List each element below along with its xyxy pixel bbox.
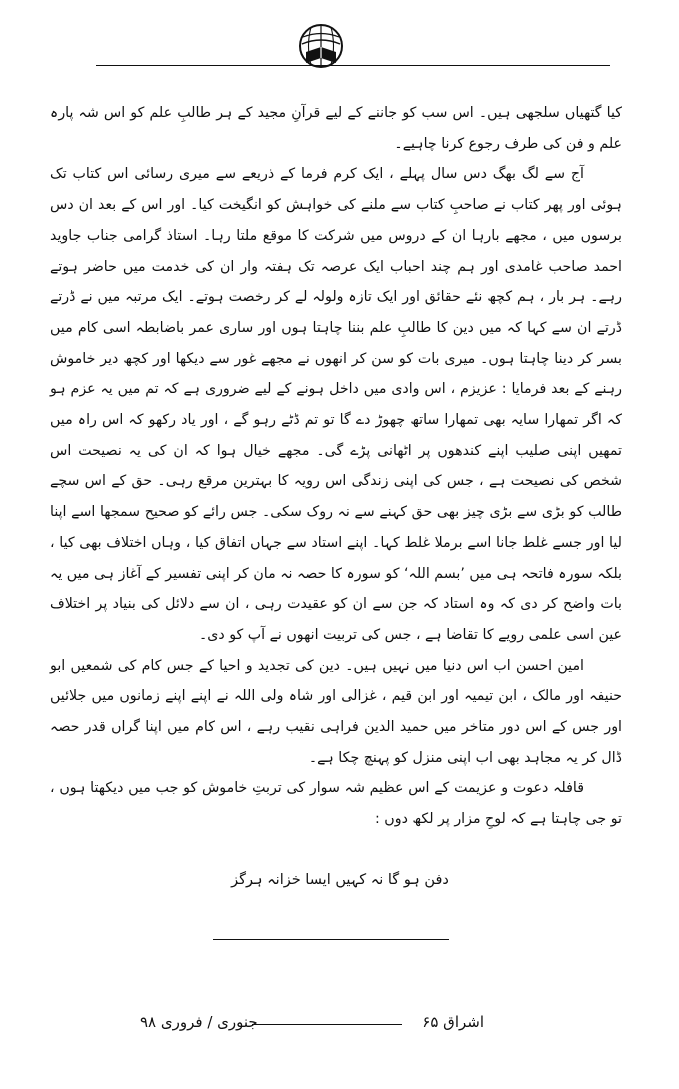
footer-rule (252, 1024, 402, 1025)
paragraph-4: قافلہ دعوت و عزیمت کے اس عظیم شہ سوار کی تربتِ خاموش کو جب میں دیکھتا ہوں ، تو جی چاہتا ہے کہ لوحِ مزار پر لکھ دوں : (50, 780, 622, 828)
paragraph-1: کیا گتھیاں سلجھی ہیں۔ اس سب کو جاننے کے لیے قرآنِ مجید کے ہر طالبِ علم کو اس شہ پارہ علم و فن کی طرف رجوع کرنا چاہیے۔ (50, 105, 622, 152)
page-footer (140, 1013, 484, 1041)
quran-globe-emblem-icon (297, 22, 345, 70)
paragraph-3: امین احسن اب اس دنیا میں نہیں ہیں۔ دین کی تجدید و احیا کے جس کام کی شمعیں ابو حنیفہ اور مالک ، ابن تیمیہ اور ابن قیم ، غزالی اور شاہ ولی اللہ نے اپنے اپنے زمانوں میں جلائیں اور جس کے اس دور متاخر میں حمید الدین فراہی نقیب رہے ، اس کام میں اپنا گراں قدر حصہ ڈال کر یہ مجاہد بھی اب اپنی منزل کو پہنچ چکا ہے۔ (50, 657, 622, 766)
couplet-verse: دفن ہو گا نہ کہیں ایسا خزانہ ہرگز (231, 872, 449, 888)
footer-issue-date: جنوری / فروری ۹۸ (140, 1013, 258, 1031)
header-rule (96, 65, 610, 66)
paragraph-2: آج سے لگ بھگ دس سال پہلے ، ایک کرم فرما کے ذریعے سے میری رسائی اس کتاب تک ہوئی اور پھر کتاب نے صاحبِ کتاب سے ملنے کی خواہش کو انگیخت کیا۔ اور اس کے بعد ان دس برسوں میں ، مجھے بارہا ان کے دروس میں شرکت کا موقع ملتا رہا۔ استاذ گرامی جناب جاوید احمد صاحب غامدی اور ہم چند احباب ایک عرصہ تک ہفتہ وار ان کی خدمت میں حاضر ہوتے رہے۔ ہر بار ، ہم کچھ نئے حقائق اور ایک تازہ ولولہ لے کر رخصت ہوتے۔ ایک مرتبہ میں نے ڈرتے ڈرتے ان سے کہا کہ میں دین کا طالبِ علم بننا چاہتا ہوں اور ساری عمر باضابطہ اسی کام میں بسر کر دینا چاہتا ہوں۔ میری بات کو سن کر انھوں نے مجھے غور سے دیکھا اور کچھ دیر خاموش رہنے کے بعد فرمایا : عزیزم ، اس وادی میں داخل ہونے کے لیے ضروری ہے کہ تم میں یہ عزم ہو کہ اگر تمھارا سایہ بھی تمھارا ساتھ چھوڑ دے گا تو تم ڈٹے رہو گے ، اور یاد رکھو کہ اس راہ میں تمھیں اپنی صلیب اپنے کندھوں پر اٹھانی پڑے گی۔ مجھے خیال ہوا کہ ان کی یہ نصیحت اس شخص کی نصیحت ہے ، جس کی اپنی زندگی اس رویہ کا بہترین مرقع رہی۔ حق کے اس سچے طالب کو بڑی سے بڑی چیز بھی حق کہنے سے نہ روک سکی۔ جس رائے کو صحیح سمجھا اسے اپنا لیا اور جسے غلط جانا اسے برملا غلط کہا۔ اپنے استاد سے جہاں اتفاق کیا ، وہاں اختلاف بھی کیا ، بلکہ سورہ فاتحہ ہی میں ’بسم اللہ‘ کو سورہ کا حصہ نہ مان کر اپنی تفسیر کے آغاز ہی میں یہ بات واضح کر دی کہ وہ استاد کہ جن سے ان کو عقیدت رہی ، ان سے دلائل کی بنیاد پر اختلاف عین اسی علمی رویے کا تقاضا ہے ، جس کی تربیت انھوں نے آپ کو دی۔ (50, 166, 622, 643)
closing-rule (213, 939, 449, 940)
article-body (50, 98, 622, 835)
footer-journal-page: اشراق ۶۵ (422, 1013, 484, 1031)
